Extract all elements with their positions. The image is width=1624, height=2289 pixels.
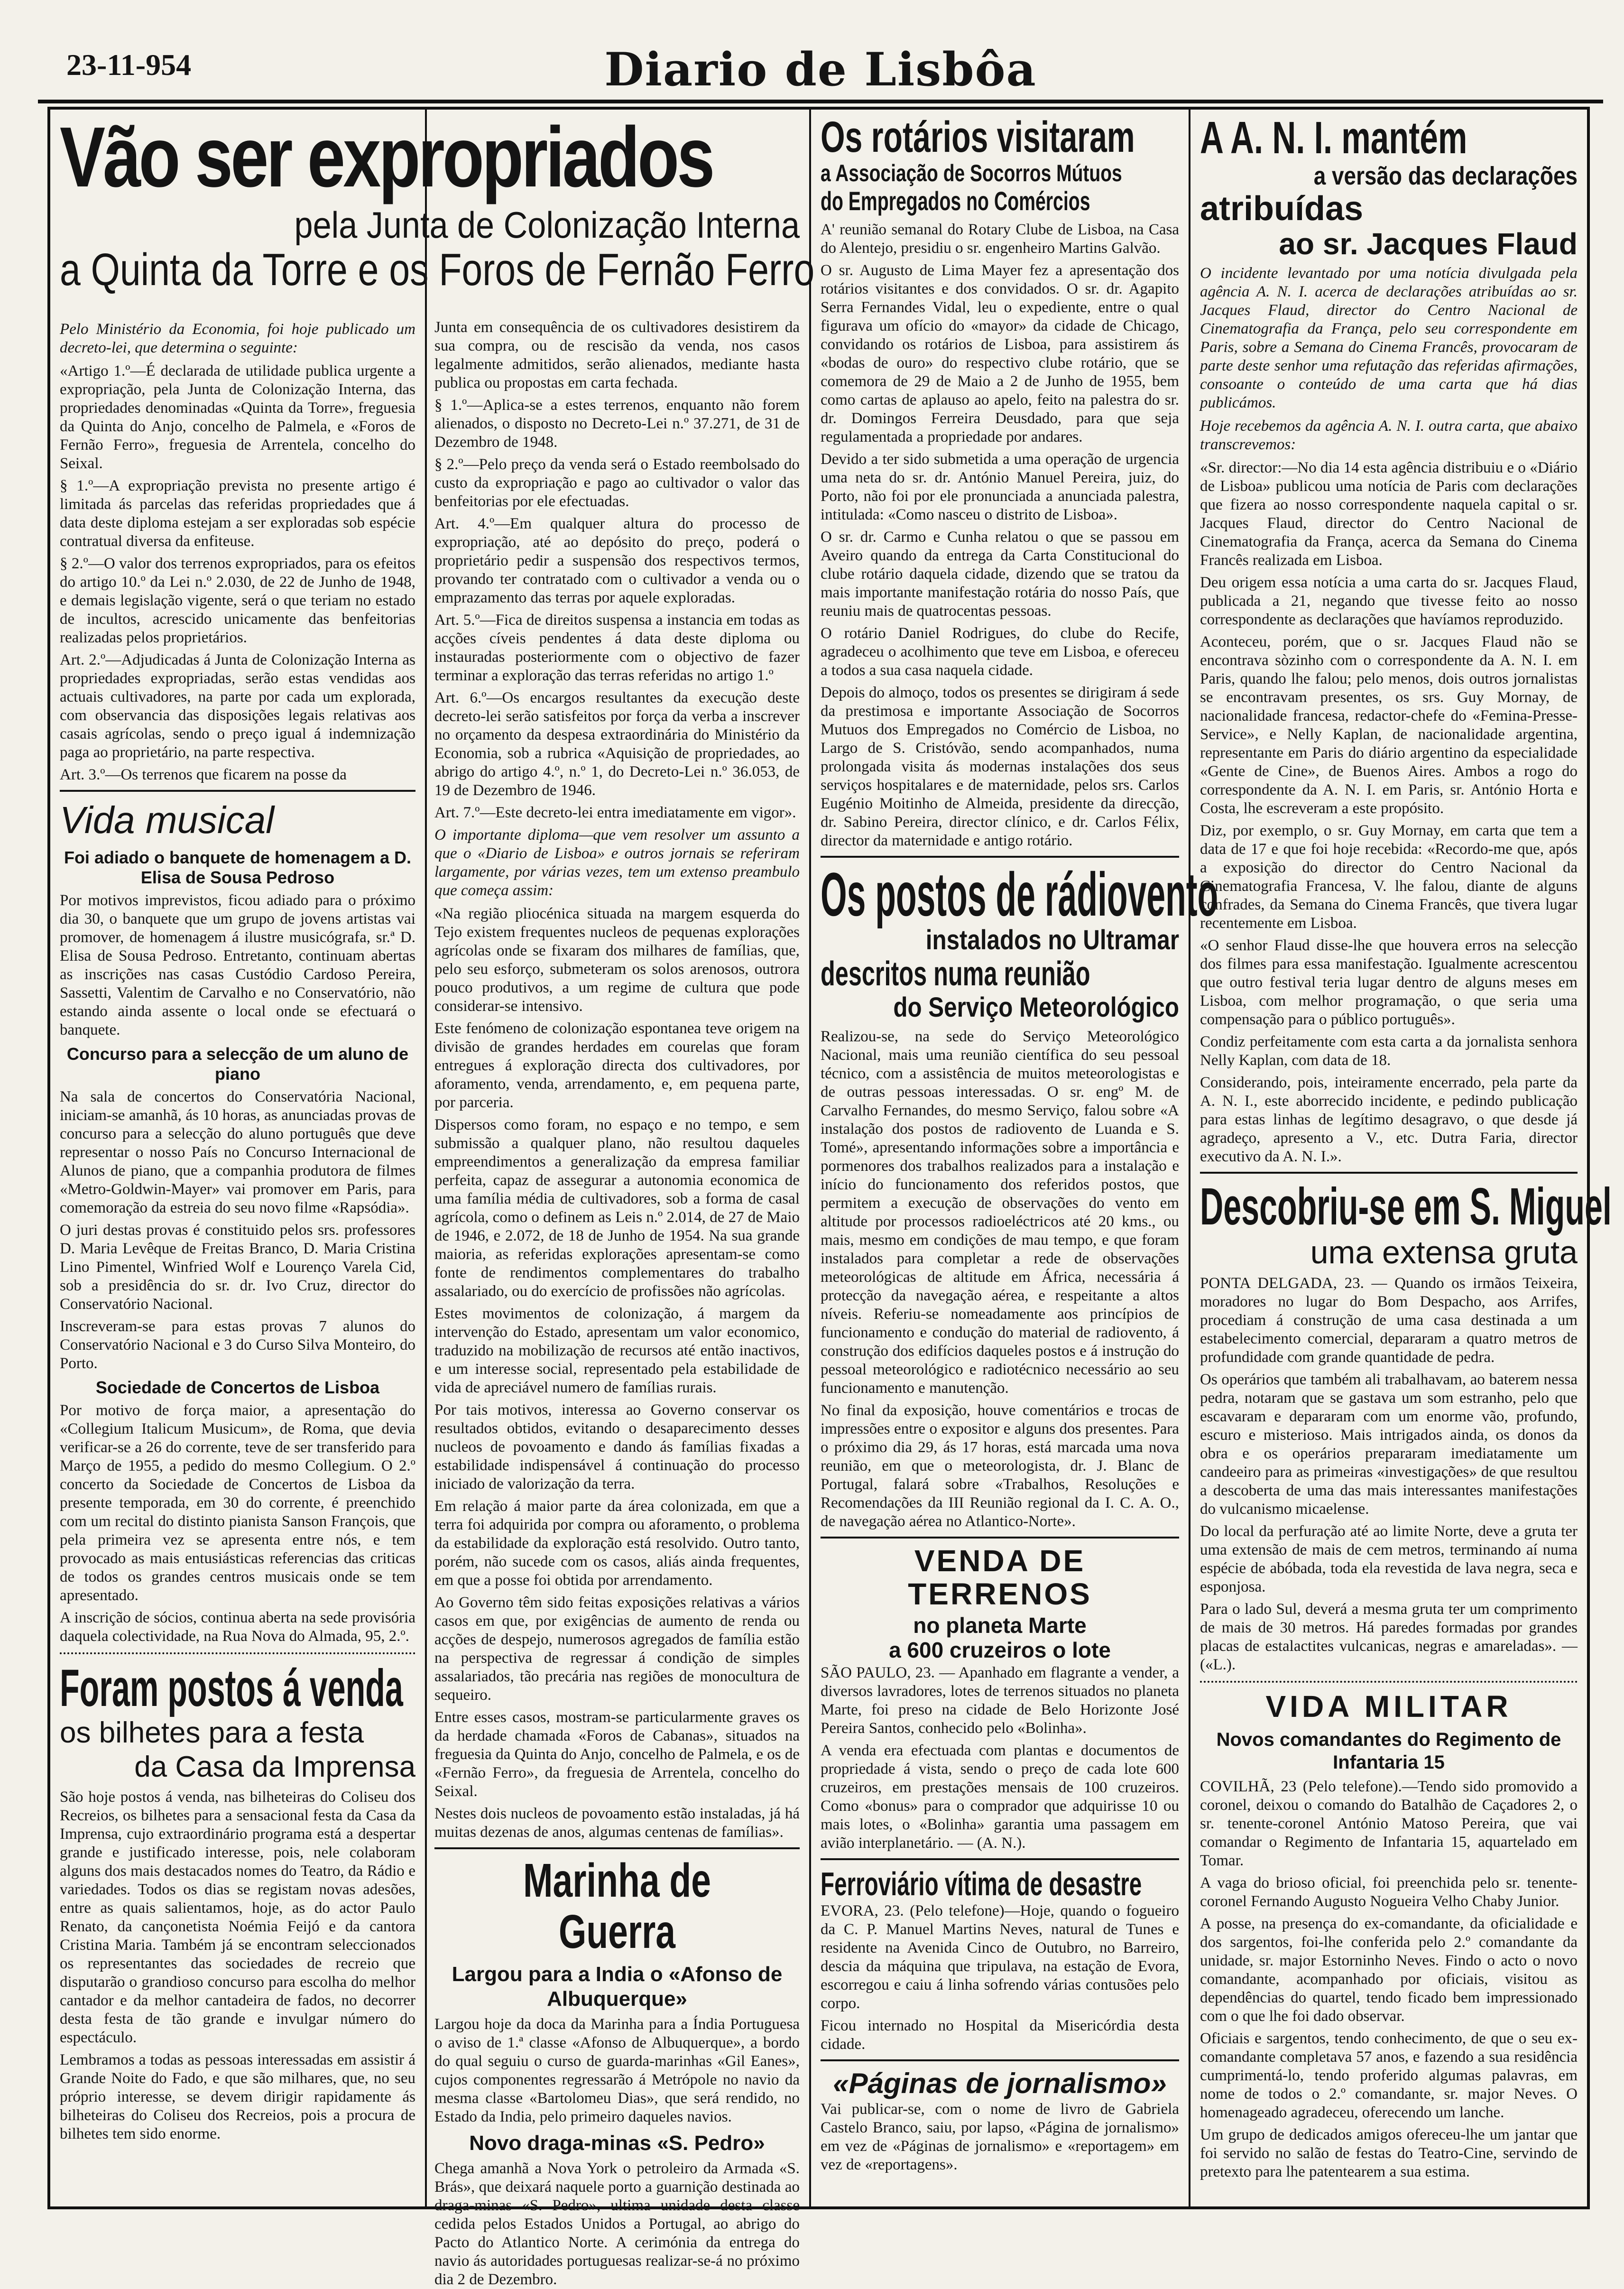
- section-divider: [821, 2059, 1179, 2061]
- expropriados-paragraph: Estes movimentos de colonização, á margem da intervenção do Estado, apresentam um valor economico, traduzido na mobilização de recursos até então inactivos, e um interesse social, representado pela estabilidade de vida de apreciável numero de famílias rurais.: [434, 1305, 800, 1396]
- column-4: [1189, 110, 1612, 2206]
- paginas-paragraph: Vai publicar-se, com o nome de livro de Gabriela Castelo Branco, saiu, por lapso, «Página de jornalismo» em vez de «Páginas de jornalismo» e «reportagem» em vez de «reportagens».: [821, 2101, 1179, 2173]
- section-divider: [60, 1652, 415, 1654]
- anl-paragraph: «O senhor Flaud disse-lhe que houvera erros na selecção dos filmes para essa manifestação. Igualmente acrescentou que outro festival teria lugar dentro de alguns meses em Lisboa, com melhor programação, o que seria uma compensação para o público português».: [1200, 937, 1578, 1028]
- masthead: [38, 43, 1603, 104]
- page-frame: [47, 107, 1612, 2288]
- expropriados-paragraph: Ao Governo têm sido feitas exposições relativas a vários casos em que, por exigências de aumento de renda ou acções de despejo, numerosos agregados de família estão na perspectiva de regressar á condição de simples assalariados, tão precária nas regiões de monocultura de sequeiro.: [434, 1594, 800, 1704]
- anl-paragraph: Deu origem essa notícia a uma carta do sr. Jacques Flaud, publicada a 21, negando que tivesse feito ao nosso correspondente as declarações que havíamos reproduzido.: [1200, 574, 1578, 628]
- radiovento-paragraph: No final da exposição, houve comentários e trocas de impressões entre o expositor e alguns dos presentes. Para o próximo dia 29, ás 17 horas, está marcada uma nova reunião, em que o meteorologista, dr. J. Blanc de Portugal, falará sobre «Trabalhos, Resoluções e Recomendações da III Reunião regional da I. C. A. O., de navegação aérea no Atlantico-Norte».: [821, 1402, 1179, 1530]
- musical-paragraph: A inscrição de sócios, continua aberta na sede provisória daquela colectividade, na Rua Nova do Almada, 95, 2.º.: [60, 1609, 415, 1645]
- musical-subhead: Foi adiado o banquete de homenagem a D. Elisa de Sousa Pedroso: [64, 848, 412, 887]
- rotarios-headline: Os rotários visitaram: [821, 113, 1135, 161]
- militar-headline: VIDA MILITAR: [1265, 1689, 1512, 1724]
- militar-subhead: Novos comandantes do Regimento de Infantaria 15: [1216, 1729, 1561, 1773]
- musical-section-title: Vida musical: [60, 799, 275, 841]
- expropriados-paragraph: Entre esses casos, mostram-se particularmente graves os da herdade chamada «Foros de Cabanas», situados na freguesia da Quinta do Anjo, concelho de Palmela, e os de «Fernão Ferro», da freguesia de Arrentela, concelho do Seixal.: [434, 1709, 800, 1800]
- smiguel-paragraph: Os operários que também ali trabalhavam, ao baterem nessa pedra, notaram que se gastava um som estranho, pelo que escavaram e depararam com um enorme vão, profundo, escuro e misterioso. Mais intrigados ainda, os donos da obra e os operários prepararam imediatamente um candeeiro para as primeiras «investigações» de que resultou a descoberta de uma das mais interessantes manifestações do vulcanismo micaelense.: [1200, 1371, 1578, 1518]
- expropriados-paragraph: § 1.º—Aplica-se a estes terrenos, enquanto não forem alienados, o disposto no Decreto-Lei n.º 37.271, de 31 de Dezembro de 1948.: [434, 397, 800, 451]
- venda-subhead-1: os bilhetes para a festa: [60, 1716, 364, 1749]
- musical-paragraph: Na sala de concertos do Conservatória Nacional, iniciam-se amanhã, ás 10 horas, as anunciadas provas de concurso para a selecção do aluno português que deve representar o nosso País no Concurso Internacional de Alunos de piano, que a companhia produtora de filmes «Metro-Goldwin-Mayer» vai promover em Paris, para comemoração da estreia do seu novo filme «Rapsódia».: [60, 1088, 415, 1216]
- marinha-subhead: Novo draga-minas «S. Pedro»: [469, 2131, 765, 2155]
- section-divider: [821, 1537, 1179, 1538]
- expropriados-lede: O importante diploma—que vem resolver um assunto a que o «Diario de Lisboa» e outros jornais se referiram largamente, por várias vezes, tem um extenso preambulo que começa assim:: [434, 826, 800, 899]
- radiovento-paragraph: Realizou-se, na sede do Serviço Meteorológico Nacional, mais uma reunião científica do seu pessoal técnico, com a assistência de muitos meteorologistas e de outras pessoas interessadas. O sr. engº M. de Carvalho Fernandes, do mesmo Serviço, falou sobre «A instalação dos postos de radiovento de Luanda e S. Tomé», apresentando informações sobre a importância e pormenores dos trabalhos realizados para a instalação e início do funcionamento dos referidos postos, que permitem a execução de observações do vento em altitude por processos radioeléctricos até 20 kms., ou mais, mesmo em condições de mau tempo, e que foram instalados para completar a rede de observações meteorológicas de altitude em África, necessária á protecção da navegação aérea, e respeitante a altos níveis. Referiu-se nomeadamente aos princípios de funcionamento e condução do material de radiovento, á construção dos edifícios daqueles postos e á instrução do pessoal meteorológico e radiotécnico necessário ao seu funcionamento e manutenção.: [821, 1028, 1179, 1397]
- section-divider: [60, 790, 415, 792]
- marinha-paragraph: Largou hoje da doca da Marinha para a Índia Portuguesa o aviso de 1.ª classe «Afonso de Albuquerque», a bordo do qual seguiu o curso de guarda-marinhas «Gil Eanes», cujos componentes regressarão á Metrópole no navio da mesma classe «Bartolomeu Dias», que será rendido, no Estado da India, pelo primeiro daqueles navios.: [434, 2016, 800, 2125]
- rotarios-subhead-1: a Associação de Socorros Mútuos: [821, 160, 1122, 186]
- rotarios-subhead-2: do Empregados no Comércios: [821, 186, 1090, 216]
- column-3: [809, 110, 1218, 2206]
- anl-subhead-3: ao sr. Jacques Flaud: [1279, 227, 1578, 261]
- radiovento-subhead-3: do Serviço Meteorológico: [893, 992, 1179, 1023]
- rotarios-paragraph: Devido a ter sido submetida a uma operação de urgencia uma neta do sr. dr. António Manuel Pereira, juiz, do Porto, não foi por ele pronunciada a anunciada palestra, intitulada: «Como nasceu o distrito de Lisboa».: [821, 451, 1179, 523]
- ferroviario-paragraph: Ficou internado no Hospital da Misericórdia desta cidade.: [821, 2017, 1179, 2053]
- ferroviario-paragraph: EVORA, 23. (Pelo telefone)—Hoje, quando o fogueiro da C. P. Manuel Martins Neves, natural de Tunes e residente na Avenida Cinco de Outubro, no Barreiro, descia da máquina que tripulava, na estação de Evora, escorregou e caiu á linha sofrendo várias contusões pelo corpo.: [821, 1902, 1179, 2012]
- terrenos-paragraph: SÃO PAULO, 23. — Apanhado em flagrante a vender, a diversos lavradores, lotes de terrenos situados no planeta Marte, foi preso na cidade de Belo Horizonte José Pereira Santos, conhecido pelo «Bolinha».: [821, 1664, 1179, 1737]
- issue-date: 23-11-954: [66, 48, 192, 82]
- expropriados-paragraph: Art. 7.º—Este decreto-lei entra imediatamente em vigor».: [434, 804, 796, 821]
- smiguel-paragraph: Para o lado Sul, deverá a mesma gruta ter um comprimento de mais de 30 metros. Há paredes formadas por grandes placas de estalactites vulcanicas, negras e amareladas». — («L.).: [1200, 1601, 1578, 1673]
- newspaper-title: Diario de Lisbôa: [604, 43, 1037, 96]
- musical-paragraph: Por motivo de força maior, a apresentação do «Collegium Italicum Musicum», de Roma, que devia verificar-se a 26 do corrente, teve de ser transferido para Março de 1955, a pedido do mesmo Collegium. O 2.º concerto da Sociedade de Concertos de Lisboa da presente temporada, em 30 do corrente, é preenchido com um recital do distinto pianista Sanson François, que pela primeira vez se apresenta entre nós, e tem provocado as mais entusiásticas referencias das criticas de todos os grandes centros musicais onde se tem apresentado.: [60, 1402, 415, 1604]
- expropriados-paragraph: Dispersos como foram, no espaço e no tempo, e sem submissão a qualquer plano, não resultou daqueles empreendimentos a generalização da empresa familiar perfeita, capaz de assegurar a autonomia economica de uma família média de cultivadores, sob a forma de casal agrícola, como o definem as Leis n.º 2.014, de 27 de Maio de 1946, e 2.072, de 18 de Junho de 1954. Na sua grande maioria, as referidas explorações apresentam-se como fonte de rendimentos complementares do trabalho assalariado, ou do exercício de profissões não agrícolas.: [434, 1116, 800, 1300]
- radiovento-subhead-2: descritos numa reunião: [821, 955, 1090, 993]
- musical-paragraph: Inscreveram-se para estas provas 7 alunos do Conservatório Nacional e 3 do Curso Silva Monteiro, do Porto.: [60, 1318, 415, 1372]
- terrenos-headline: VENDA DE TERRENOS: [908, 1544, 1092, 1611]
- anl-lede: O incidente levantado por uma notícia divulgada pela agência A. N. I. acerca de declarações atribuídas ao sr. Jacques Flaud, director do Centro Nacional de Cinematografia da França, pelo seu correspondente em Paris, sobre a Semana do Cinema Francês, provocaram de parte deste senhor uma refutação das referidas afirmações, consoante o conteúdo de uma carta que há dias publicámos.: [1200, 265, 1578, 411]
- rotarios-paragraph: O sr. dr. Carmo e Cunha relatou o que se passou em Aveiro quando da entrega da Carta Constitucional do clube rotário daquela cidade, dizendo que se tratou da mais importante manifestação rotária do nosso País, que reuniu mais de quatrocentas pessoas.: [821, 528, 1179, 620]
- rotarios-paragraph: A' reunião semanal do Rotary Clube de Lisboa, na Casa do Alentejo, presidiu o sr. engenheiro Martins Galvão.: [821, 221, 1179, 257]
- militar-paragraph: A vaga do brioso oficial, foi preenchida pelo sr. tenente-coronel Fernando Augusto Nogueira Velho Chaby Junior.: [1200, 1874, 1578, 1910]
- expropriados-lede: Pelo Ministério da Economia, foi hoje publicado um decreto-lei, que determina o seguinte:: [60, 321, 415, 356]
- section-divider: [1200, 1172, 1578, 1174]
- paginas-headline: «Páginas de jornalismo»: [833, 2067, 1167, 2099]
- militar-paragraph: Um grupo de dedicados amigos ofereceu-lhe um jantar que foi servido no salão de festas do Teatro-Cine, servindo de pretexto para lhe patentearem a sua estima.: [1200, 2126, 1578, 2180]
- expropriados-paragraph: Art. 4.º—Em qualquer altura do processo de expropriação, até ao depósito do preço, poderá o proprietário pedir a suspensão dos respectivos termos, provando ter contratado com o cultivador a venda ou o emprazamento das terras por aquele exploradas.: [434, 515, 800, 606]
- expropriados-paragraph: Art. 3.º—Os terrenos que ficarem na posse da: [60, 766, 347, 783]
- smiguel-paragraph: Do local da perfuração até ao limite Norte, deve a gruta ter uma extensão de mais de cem metros, terminando aí numa espécie de abóbada, toda ela revestida de lava negra, seca e esponjosa.: [1200, 1523, 1578, 1595]
- smiguel-headline: Descobriu-se em S. Miguel: [1200, 1177, 1612, 1236]
- terrenos-subhead-2: a 600 cruzeiros o lote: [889, 1638, 1111, 1662]
- anl-subhead-1: a versão das declarações: [1313, 162, 1578, 190]
- expropriados-paragraph: Art. 5.º—Fica de direitos suspensa a instancia em todas as acções cíveis pendentes á data deste diploma ou instauradas posteriormente com o objectivo de fazer terminar a exploração das terras referidas no artigo 1.º: [434, 612, 800, 684]
- venda-paragraph: Lembramos a todas as pessoas interessadas em assistir á Grande Noite do Fado, e que são milhares, que, no seu próprio interesse, se devem dirigir rapidamente ás bilheteiras do Coliseu dos Recreios, pois a procura de bilhetes tem sido enorme.: [60, 2051, 415, 2142]
- anl-headline: A A. N. I. mantém: [1200, 112, 1467, 163]
- masthead-rule: [38, 100, 1603, 103]
- musical-paragraph: O juri destas provas é constituido pelos srs. professores D. Maria Levêque de Freitas Branco, D. Maria Cristina Lino Pimentel, Winfried Wolf e Lourenço Varela Cid, sob a presidência do sr. dr. Ivo Cruz, director do Conservatório Nacional.: [60, 1222, 415, 1313]
- expropriados-paragraph: § 2.º—O valor dos terrenos expropriados, para os efeitos do artigo 10.º da Lei n.º 2.030, de 22 de Junho de 1948, e demais legislação vigente, será o que teriam no estado de incultos, acrescido unicamente das benfeitorias realizadas pelos proprietários.: [60, 555, 415, 646]
- musical-subhead: Sociedade de Concertos de Lisboa: [95, 1378, 380, 1397]
- expropriados-paragraph: Nestes dois nucleos de povoamento estão instaladas, já há muitas dezenas de anos, algumas centenas de famílias».: [434, 1805, 800, 1841]
- rotarios-paragraph: O sr. Augusto de Lima Mayer fez a apresentação dos rotários visitantes e dos convidados. O sr. dr. Agapito Serra Fernandes Vidal, leu o expediente, entre o qual figurava um ofício do «mayor» da cidade de Chicago, convidando os rotários de Lisboa, para assistirem ás «bodas de ouro» do respectivo clube rotário, que se comemora de 29 de Maio a 2 de Junho de 1955, bem como cartas de aplauso ao apelo, feito na palestra do sr. dr. Domingos Ferreira Deusdado, para que seja regulamentada a propriedade por andares.: [821, 262, 1179, 445]
- expropriados-paragraph: Art. 6.º—Os encargos resultantes da execução deste decreto-lei serão satisfeitos por força da verba a inscrever no orçamento da despesa extraordinária do Ministério da Economia, sob a rubrica «Aquisição de propriedades, ao abrigo do artigo 4.º, n.º 1, do Decreto-Lei n.º 36.053, de 19 de Dezembro de 1946.: [434, 689, 800, 799]
- anl-paragraph: Diz, por exemplo, o sr. Guy Mornay, em carta que tem a data de 17 e que foi hoje recebida: «Recordo-me que, após a exposição do director do Centro Nacional da Cinematografia Francesa, V. lhe falou, diante de alguns confrades, da Semana do Cinema Francês, que tivera lugar recentemente em Lisboa.: [1200, 822, 1578, 932]
- militar-paragraph: COVILHÃ, 23 (Pelo telefone).—Tendo sido promovido a coronel, deixou o comando do Batalhão de Caçadores 2, o sr. tenente-coronel António Matoso Pereira, que vai comandar o Regimento de Infantaria 15, aquartelado em Tomar.: [1200, 1778, 1578, 1869]
- expropriados-header-block: [60, 204, 815, 295]
- expropriados-paragraph: Por tais motivos, interessa ao Governo conservar os resultados obtidos, evitando o desaparecimento desses nucleos de povoamento e dando ás famílias fixadas a estabilidade indispensável á continuação do processo iniciado de valorização da terra.: [434, 1401, 800, 1492]
- rotarios-paragraph: Depois do almoço, todos os presentes se dirigiram á sede da prestimosa e importante Associação de Socorros Mutuos dos Empregados no Comércio de Lisboa, no Largo de S. Cristóvão, sendo acompanhados, numa prolongada visita ás modernas instalações dos seus serviços hospitalares e de maternidade, pelos srs. Carlos Eugénio Moitinho de Almeida, presidente da direcção, dr. Sabino Pereira, director clínico, e dr. Carlos Félix, director da maternidade e antigo rotário.: [821, 684, 1179, 849]
- anl-subhead-2: atribuídas: [1200, 190, 1364, 228]
- expropriados-subhead-2: a Quinta da Torre e os Foros de Fernão Ferro: [60, 244, 815, 295]
- anl-paragraph: Aconteceu, porém, que o sr. Jacques Flaud não se encontrava sòzinho com o correspondente da A. N. I. em Paris, quando lhe falou; pelo menos, dois outros jornalistas se encontravam presentes, os srs. Guy Mornay, de nacionalidade francesa, redactor-chefe do «Femina-Presse-Service», e Nelly Kaplan, de nacionalidade argentina, representante em Paris do diário argentino da especialidade «Gente de Cine», de Buenos Aires. Ambos a rogo do correspondente da A. N. I. em Paris, sr. António Horta e Costa, lhe escreveram a este propósito.: [1200, 633, 1578, 817]
- expropriados-headline: Vão ser expropriados: [60, 110, 713, 205]
- radiovento-headline: Os postos de rádiovento: [821, 860, 1218, 929]
- anl-paragraph: Considerando, pois, inteiramente encerrado, pela parte da A. N. I., este aborrecido incidente, e pedindo publicação para estas linhas de legítimo desagravo, o que desde já agradeço, apresento a V., etc. Dutra Faria, director executivo da A. N. I.».: [1200, 1074, 1578, 1165]
- expropriados-paragraph: «Artigo 1.º—É declarada de utilidade publica urgente a expropriação, pela Junta de Colonização Interna, das propriedades denominadas «Quinta da Torre», freguesia da Quinta do Anjo, concelho de Palmela, e «Foros de Fernão Ferro», freguesia de Arrentela, concelho do Seixal.: [60, 362, 415, 472]
- venda-paragraph: São hoje postos á venda, nas bilheteiras do Coliseu dos Recreios, os bilhetes para a sensacional festa da Casa da Imprensa, cujo extraordinário programa está a despertar grande e justificado interesse, pois, nele colaboram alguns dos mais destacados nomes do Teatro, da Rádio e variedades. Todos os dias se registam novas adesões, entre as quais salientamos, hoje, as do actor Paulo Renato, da cançonetista Noémia Feijó e da cantora Cristina Maria. Também já se encontram seleccionados os representantes das sociedades de recreio que disputarão o grandioso concurso para escolha do melhor cantador e da melhor cantadeira de fados, no decorrer desta festa de tão grande e invulgar número do espectáculo.: [60, 1789, 415, 2046]
- anl-paragraph: Condiz perfeitamente com esta carta a da jornalista senhora Nelly Kaplan, com data de 18.: [1200, 1033, 1578, 1069]
- section-divider: [434, 1847, 800, 1849]
- expropriados-paragraph: «Na região pliocénica situada na margem esquerda do Tejo existem frequentes nucleos de pequenas explorações agrícolas onde se fixaram dos milhares de famílias, que, pelo seu esforço, submeteram os solos arenosos, outrora pouco produtivos, a um regime de cultura que pode considerar-se intensivo.: [434, 905, 800, 1015]
- rotarios-paragraph: O rotário Daniel Rodrigues, do clube do Recife, agradeceu o acolhimento que teve em Lisboa, e ofereceu a todos a sua casa naquela cidade.: [821, 625, 1179, 679]
- marinha-headline: Marinha de Guerra: [523, 1854, 711, 1958]
- militar-paragraph: Oficiais e sargentos, tendo conhecimento, de que o seu ex-comandante completava 57 anos, e fazendo a sua residência cumprimentá-lo, tendo proferido algumas palavras, em nome de todos o 2.º comandante, sr. major Neves. O homenageado agradeceu, oferecendo um lanche.: [1200, 2030, 1578, 2121]
- expropriados-paragraph: Este fenómeno de colonização espontanea teve origem na divisão de grandes herdades em courelas que foram entregues á exploração directa dos cultivadores, por aforamento, venda, arrendamento, e, em pequena parte, por parceria.: [434, 1020, 800, 1111]
- anl-lede: Hoje recebemos da agência A. N. I. outra carta, que abaixo transcrevemos:: [1200, 417, 1578, 453]
- expropriados-paragraph: § 1.º—A expropriação prevista no presente artigo é limitada ás parcelas das referidas propriedades que á data deste diploma estejam a ser exploradas sob espécie contratual diversa da enfiteuse.: [60, 477, 415, 550]
- column-1-body: [60, 318, 415, 2206]
- section-divider: [821, 856, 1179, 858]
- smiguel-subhead: uma extensa gruta: [1310, 1234, 1578, 1270]
- militar-paragraph: A posse, na presença do ex-comandante, da oficialidade e dos sargentos, foi-lhe conferida pelo 2.º comandante da unidade, sr. major Estorninho Neves. Findo o acto o novo comandante, acompanhado por oficiais, visitou as dependências do quartel, tendo ficado bem impressionado com o que lhe foi dado observar.: [1200, 1915, 1578, 2025]
- marinha-paragraph: Chega amanhã a Nova York o petroleiro da Armada «S. Brás», que deixará naquele porto a guarnição destinada ao draga-minas «S. Pedro», ultima unidade desta classe cedida pelos Estados Unidos a Portugal, ao abrigo do Pacto do Atlantico Norte. A cerimónia da entrega do navio ás autoridades portuguesas realizar-se-á no próximo dia 2 de Dezembro.: [434, 2160, 800, 2288]
- marinha-subhead: Largou para a India o «Afonso de Albuquerque»: [452, 1963, 783, 2011]
- anl-paragraph: «Sr. director:—No dia 14 esta agência distribuiu e o «Diário de Lisboa» publicou uma notícia de Paris com declarações que fizera ao nosso correspondente naquela capital o sr. Jacques Flaud, director do Centro Nacional de Cinematografia da França, acerca da Semana do Cinema Francês realizada em Lisboa.: [1200, 459, 1578, 569]
- column-2-body: [434, 318, 800, 2288]
- expropriados-paragraph: § 2.º—Pelo preço da venda será o Estado reembolsado do custo da expropriação e pago ao cultivador o valor das benfeitorias por ele efectuadas.: [434, 456, 800, 510]
- terrenos-subhead-1: no planeta Marte: [913, 1613, 1087, 1638]
- section-divider: [821, 1858, 1179, 1860]
- venda-headline: Foram postos á venda: [60, 1659, 403, 1717]
- expropriados-paragraph: Em relação á maior parte da área colonizada, em que a terra foi adquirida por compra ou aforamento, o problema da estabilidade da exploração está resolvido. Outro tanto, porém, não sucede com os casos, aliás ainda frequentes, em que a posse foi obtida por arrendamento.: [434, 1498, 800, 1589]
- venda-subhead-2: da Casa da Imprensa: [134, 1751, 415, 1783]
- expropriados-paragraph: Art. 2.º—Adjudicadas á Junta de Colonização Interna as propriedades expropriadas, serão estas vendidas aos actuais cultivadores, na parte por cada um explorada, com observancia das disposições legais relativas aos casais agrícolas, sendo o preço igual á indemnização paga ao proprietário, na parte respectiva.: [60, 651, 415, 761]
- ferroviario-headline: Ferroviário vítima de desastre: [821, 1865, 1142, 1902]
- expropriados-paragraph: Junta em consequência de os cultivadores desistirem da sua compra, ou de rescisão da venda, nos casos legalmente admitidos, serão alienados, mediante hasta publica ou propostas em carta fechada.: [434, 319, 800, 391]
- terrenos-paragraph: A venda era efectuada com plantas e documentos de propriedade á vista, sendo o preço de cada lote 600 cruzeiros, em prestações mensais de 100 cruzeiros. Como «bonus» para o comprador que adquirisse 10 ou mais lotes, o «Bolinha» garantia uma passagem em avião interplanetário. — (A. N.).: [821, 1742, 1179, 1852]
- musical-subhead: Concurso para a selecção de um aluno de piano: [66, 1044, 409, 1084]
- radiovento-subhead-1: instalados no Ultramar: [925, 925, 1179, 955]
- smiguel-paragraph: PONTA DELGADA, 23. — Quando os irmãos Teixeira, moradores no lugar do Bom Despacho, aos Arrifes, procediam á construção de uma casa destinada a um estabelecimento comercial, depararam a quatro metros de profundidade com grande quantidade de pedra.: [1200, 1275, 1578, 1366]
- section-divider: [1200, 1681, 1578, 1683]
- musical-paragraph: Por motivos imprevistos, ficou adiado para o próximo dia 30, o banquete que um grupo de jovens artistas vai promover, de homenagem á ilustre musicógrafa, sr.ª D. Elisa de Sousa Pedroso. Entretanto, continuam abertas as inscrições nas casas Custódio Cardoso Pereira, Sassetti, Valentim de Carvalho e no Conservatório, não estando ainda assente o local onde se efectuará o banquete.: [60, 892, 415, 1038]
- expropriados-subhead-1: pela Junta de Colonização Interna: [294, 204, 800, 246]
